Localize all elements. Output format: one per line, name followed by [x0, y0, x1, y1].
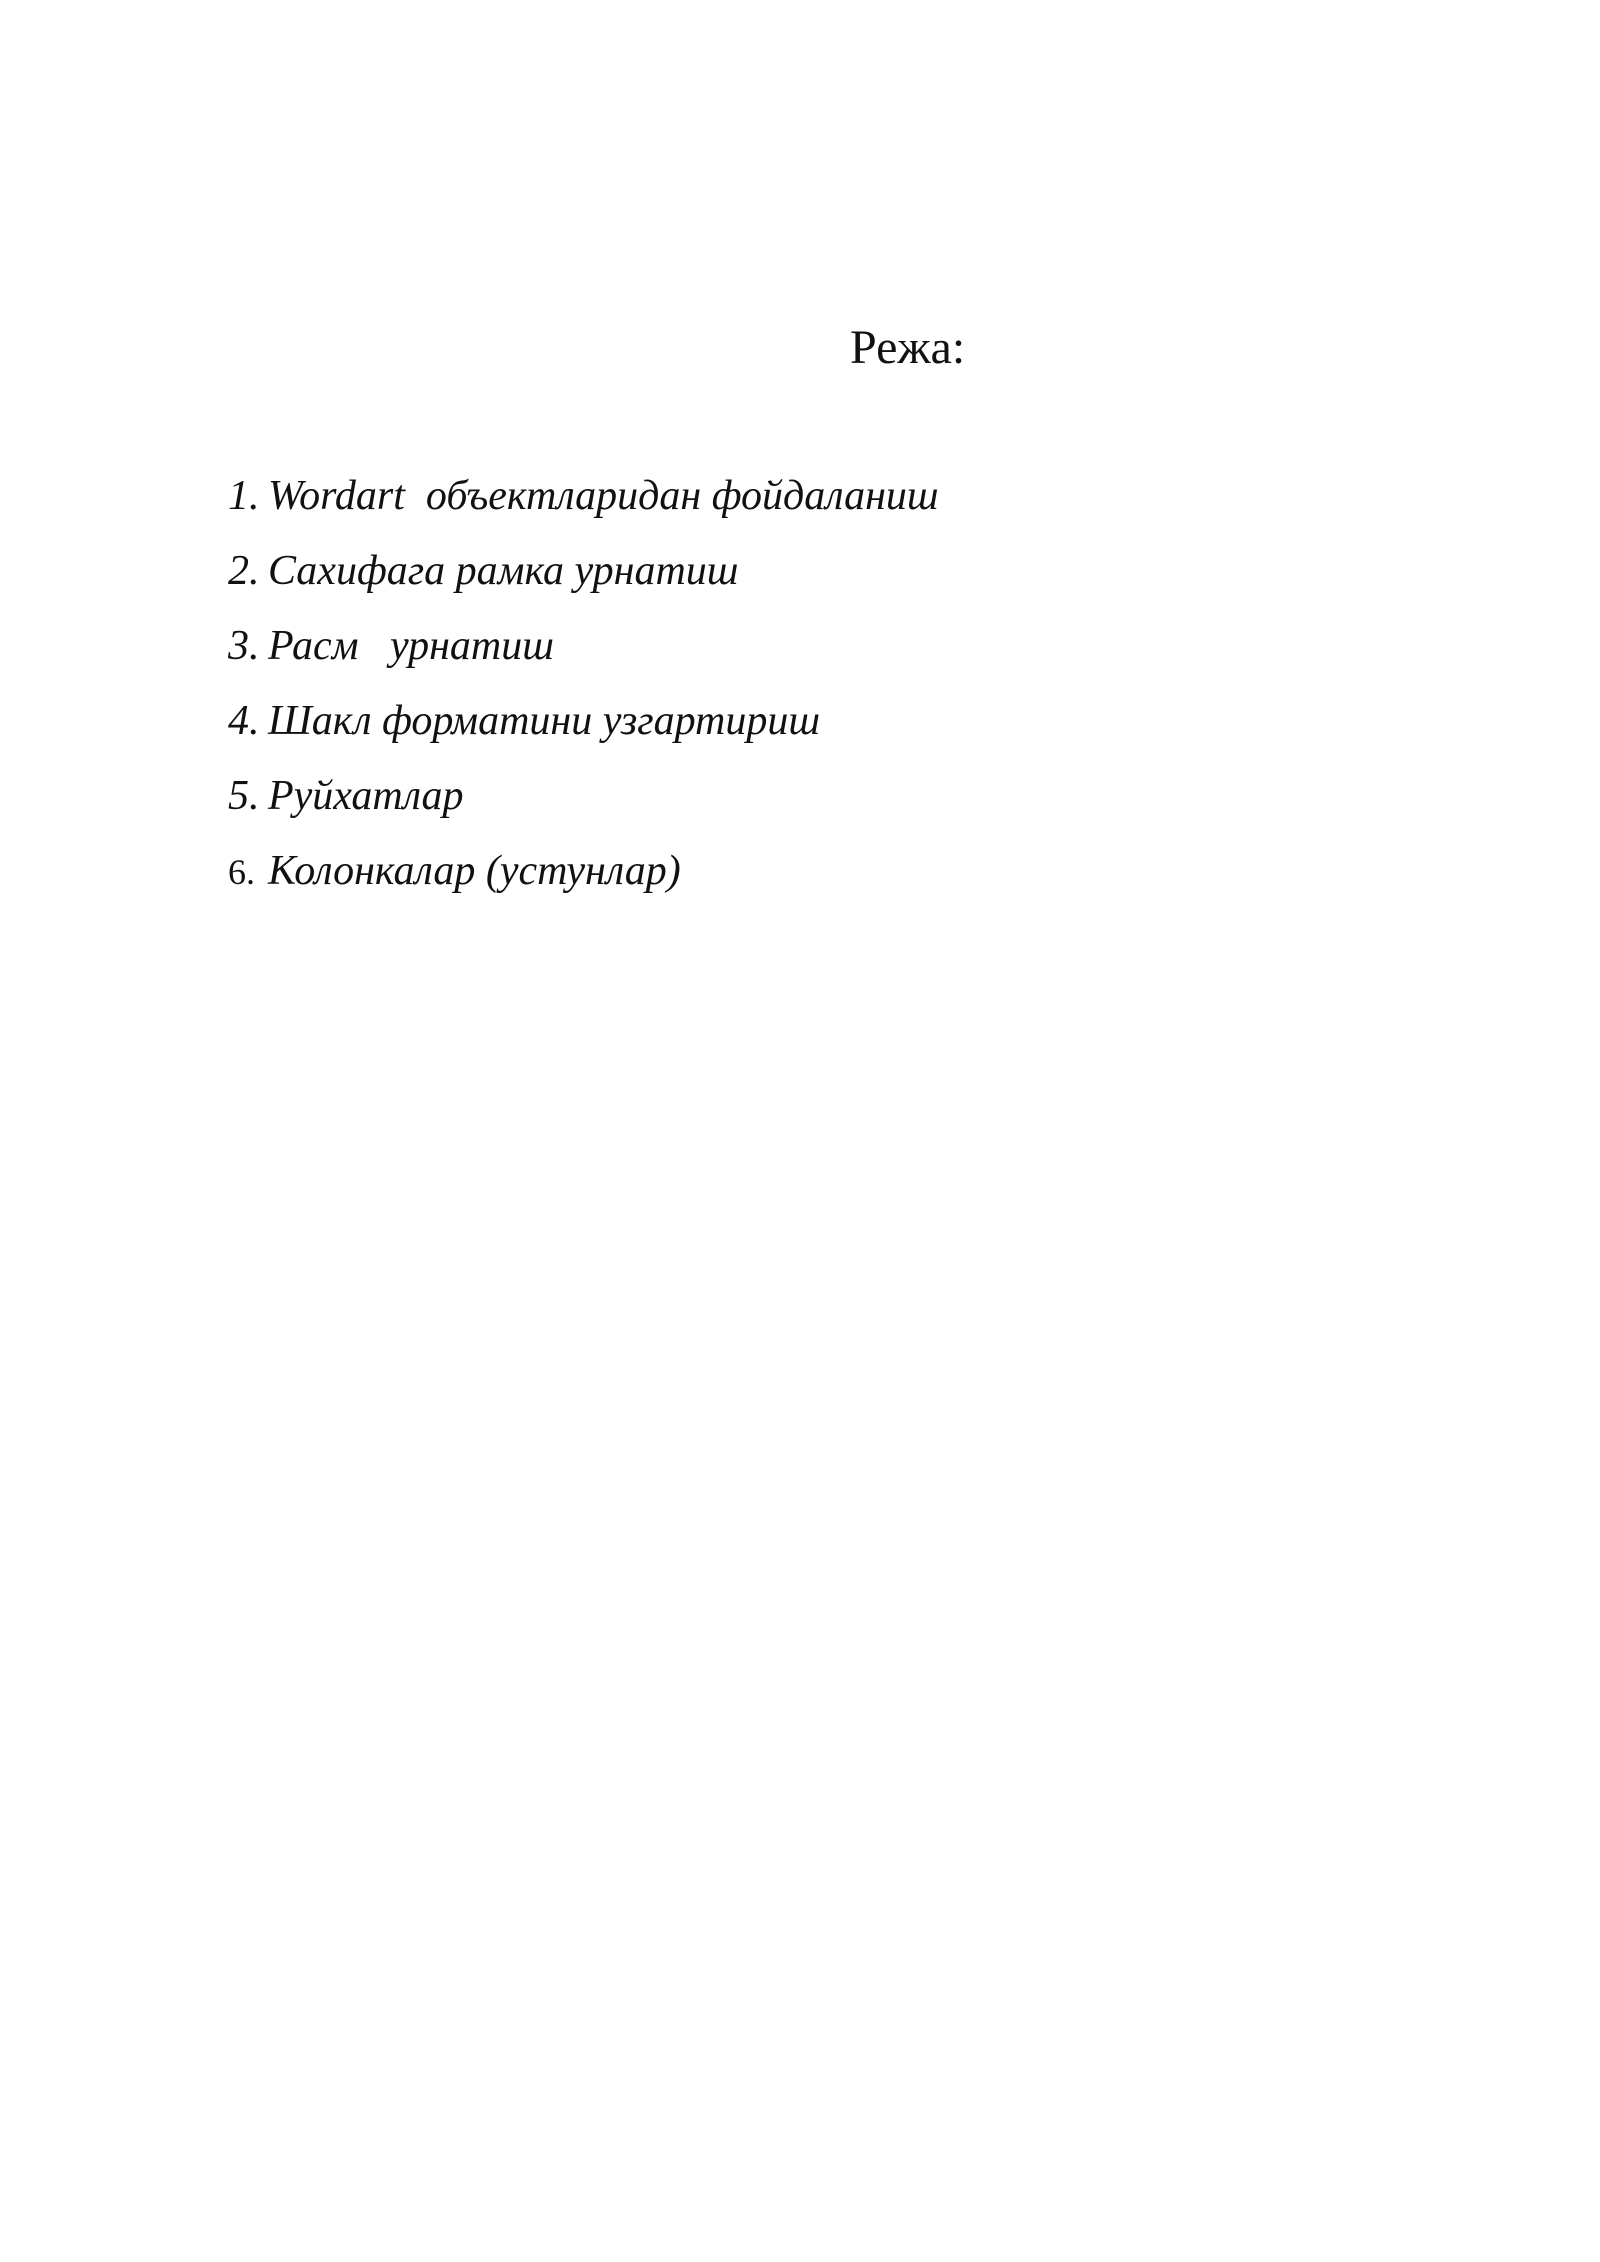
list-item-number: 1.: [228, 473, 260, 519]
list-item: [228, 616, 939, 691]
plan-list: [228, 466, 939, 916]
list-item-text: Руйхатлар: [268, 773, 464, 819]
list-item: [228, 541, 939, 616]
list-item-text: Шакл форматини узгартириш: [268, 698, 821, 744]
list-item: [228, 766, 939, 841]
list-item-number: 5.: [228, 773, 260, 819]
list-item-number: 6.: [228, 852, 255, 892]
list-item: [228, 466, 939, 541]
list-item: [228, 691, 939, 766]
list-item-text: Сахифага рамка урнатиш: [268, 548, 739, 594]
list-item-number: 2.: [228, 548, 260, 594]
list-item-text: Колонкалар (устунлар): [268, 848, 681, 894]
page-title: Режа:: [850, 321, 966, 374]
list-item-text: Wordart объектларидан фойдаланиш: [268, 473, 939, 519]
list-item: [228, 841, 939, 916]
list-item-number: 3.: [228, 623, 260, 669]
list-item-text: Расм урнатиш: [268, 623, 554, 669]
list-item-number: 4.: [228, 698, 260, 744]
